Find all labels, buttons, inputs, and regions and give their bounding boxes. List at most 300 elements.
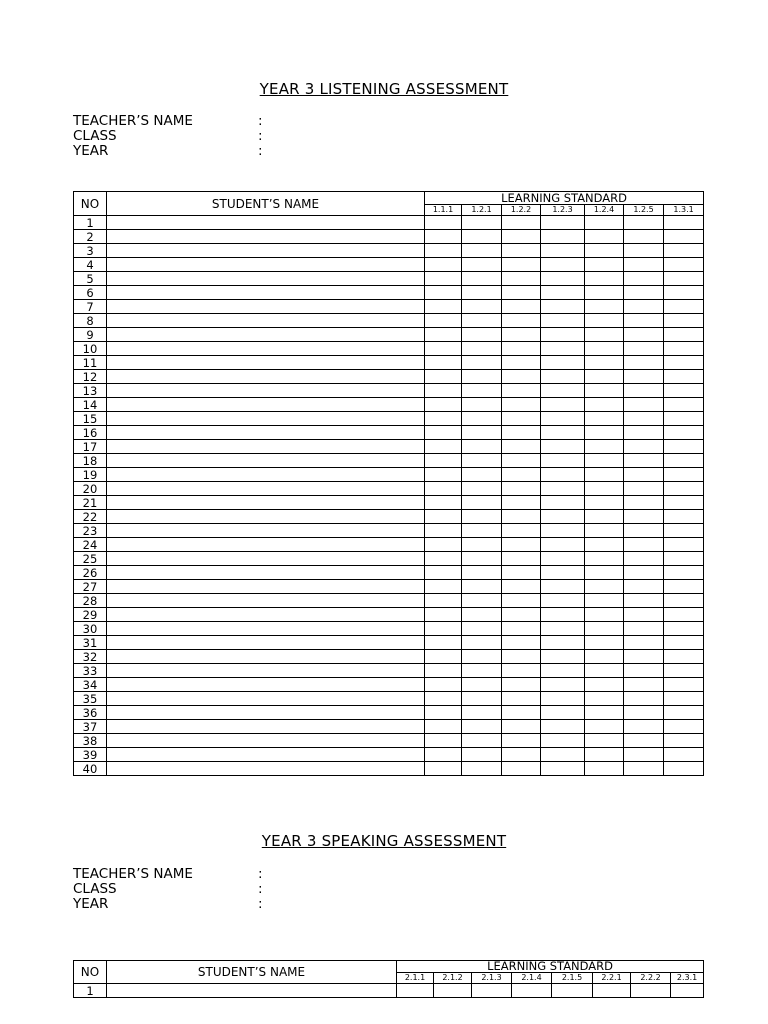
standard-mark-cell[interactable] <box>624 636 664 650</box>
standard-mark-cell[interactable] <box>624 664 664 678</box>
standard-mark-cell[interactable] <box>462 496 502 510</box>
standard-mark-cell[interactable] <box>541 482 585 496</box>
student-name-cell[interactable] <box>107 328 425 342</box>
standard-mark-cell[interactable] <box>624 538 664 552</box>
standard-mark-cell[interactable] <box>624 524 664 538</box>
standard-mark-cell[interactable] <box>502 412 541 426</box>
standard-mark-cell[interactable] <box>462 706 502 720</box>
standard-mark-cell[interactable] <box>462 510 502 524</box>
standard-mark-cell[interactable] <box>502 440 541 454</box>
standard-mark-cell[interactable] <box>425 300 462 314</box>
student-name-cell[interactable] <box>107 678 425 692</box>
standard-mark-cell[interactable] <box>541 692 585 706</box>
standard-mark-cell[interactable] <box>462 384 502 398</box>
standard-mark-cell[interactable] <box>624 580 664 594</box>
standard-mark-cell[interactable] <box>664 384 704 398</box>
standard-mark-cell[interactable] <box>541 272 585 286</box>
standard-mark-cell[interactable] <box>541 356 585 370</box>
standard-mark-cell[interactable] <box>664 426 704 440</box>
standard-mark-cell[interactable] <box>624 384 664 398</box>
student-name-cell[interactable] <box>107 482 425 496</box>
standard-mark-cell[interactable] <box>502 482 541 496</box>
standard-mark-cell[interactable] <box>624 482 664 496</box>
standard-mark-cell[interactable] <box>585 398 624 412</box>
student-name-cell[interactable] <box>107 258 425 272</box>
standard-mark-cell[interactable] <box>585 678 624 692</box>
standard-mark-cell[interactable] <box>624 566 664 580</box>
standard-mark-cell[interactable] <box>664 580 704 594</box>
standard-mark-cell[interactable] <box>585 692 624 706</box>
standard-mark-cell[interactable] <box>585 314 624 328</box>
standard-mark-cell[interactable] <box>502 258 541 272</box>
standard-mark-cell[interactable] <box>541 384 585 398</box>
standard-mark-cell[interactable] <box>541 454 585 468</box>
standard-mark-cell[interactable] <box>425 258 462 272</box>
standard-mark-cell[interactable] <box>502 398 541 412</box>
standard-mark-cell[interactable] <box>585 328 624 342</box>
standard-mark-cell[interactable] <box>585 594 624 608</box>
student-name-cell[interactable] <box>107 566 425 580</box>
standard-mark-cell[interactable] <box>502 286 541 300</box>
standard-mark-cell[interactable] <box>624 314 664 328</box>
standard-mark-cell[interactable] <box>425 538 462 552</box>
standard-mark-cell[interactable] <box>624 468 664 482</box>
standard-mark-cell[interactable] <box>425 636 462 650</box>
student-name-cell[interactable] <box>107 314 425 328</box>
standard-mark-cell[interactable] <box>624 426 664 440</box>
standard-mark-cell[interactable] <box>664 258 704 272</box>
student-name-cell[interactable] <box>107 384 425 398</box>
standard-mark-cell[interactable] <box>585 244 624 258</box>
standard-mark-cell[interactable] <box>425 734 462 748</box>
standard-mark-cell[interactable] <box>425 356 462 370</box>
standard-mark-cell[interactable] <box>462 342 502 356</box>
standard-mark-cell[interactable] <box>664 300 704 314</box>
standard-mark-cell[interactable] <box>664 748 704 762</box>
standard-mark-cell[interactable] <box>664 398 704 412</box>
standard-mark-cell[interactable] <box>425 482 462 496</box>
standard-mark-cell[interactable] <box>462 692 502 706</box>
standard-mark-cell[interactable] <box>462 636 502 650</box>
student-name-cell[interactable] <box>107 552 425 566</box>
standard-mark-cell[interactable] <box>502 300 541 314</box>
student-name-cell[interactable] <box>107 300 425 314</box>
standard-mark-cell[interactable] <box>664 538 704 552</box>
standard-mark-cell[interactable] <box>541 664 585 678</box>
standard-mark-cell[interactable] <box>664 440 704 454</box>
standard-mark-cell[interactable] <box>502 216 541 230</box>
standard-mark-cell[interactable] <box>585 440 624 454</box>
standard-mark-cell[interactable] <box>624 440 664 454</box>
standard-mark-cell[interactable] <box>502 384 541 398</box>
standard-mark-cell[interactable] <box>585 216 624 230</box>
standard-mark-cell[interactable] <box>541 286 585 300</box>
standard-mark-cell[interactable] <box>624 650 664 664</box>
student-name-cell[interactable] <box>107 496 425 510</box>
standard-mark-cell[interactable] <box>541 300 585 314</box>
student-name-cell[interactable] <box>107 622 425 636</box>
student-name-cell[interactable] <box>107 748 425 762</box>
standard-mark-cell[interactable] <box>502 370 541 384</box>
standard-mark-cell[interactable] <box>462 328 502 342</box>
standard-mark-cell[interactable] <box>624 342 664 356</box>
standard-mark-cell[interactable] <box>585 258 624 272</box>
standard-mark-cell[interactable] <box>502 580 541 594</box>
standard-mark-cell[interactable] <box>541 244 585 258</box>
standard-mark-cell[interactable] <box>425 342 462 356</box>
student-name-cell[interactable] <box>107 216 425 230</box>
standard-mark-cell[interactable] <box>664 594 704 608</box>
standard-mark-cell[interactable] <box>671 984 704 998</box>
standard-mark-cell[interactable] <box>541 426 585 440</box>
standard-mark-cell[interactable] <box>425 426 462 440</box>
standard-mark-cell[interactable] <box>502 650 541 664</box>
standard-mark-cell[interactable] <box>541 342 585 356</box>
standard-mark-cell[interactable] <box>502 622 541 636</box>
standard-mark-cell[interactable] <box>462 678 502 692</box>
standard-mark-cell[interactable] <box>585 608 624 622</box>
standard-mark-cell[interactable] <box>664 622 704 636</box>
standard-mark-cell[interactable] <box>585 468 624 482</box>
student-name-cell[interactable] <box>107 608 425 622</box>
standard-mark-cell[interactable] <box>624 734 664 748</box>
student-name-cell[interactable] <box>107 762 425 776</box>
standard-mark-cell[interactable] <box>462 454 502 468</box>
standard-mark-cell[interactable] <box>664 566 704 580</box>
standard-mark-cell[interactable] <box>502 496 541 510</box>
standard-mark-cell[interactable] <box>462 286 502 300</box>
standard-mark-cell[interactable] <box>585 496 624 510</box>
standard-mark-cell[interactable] <box>585 482 624 496</box>
standard-mark-cell[interactable] <box>541 650 585 664</box>
standard-mark-cell[interactable] <box>664 650 704 664</box>
standard-mark-cell[interactable] <box>585 286 624 300</box>
standard-mark-cell[interactable] <box>512 984 552 998</box>
standard-mark-cell[interactable] <box>624 356 664 370</box>
student-name-cell[interactable] <box>107 370 425 384</box>
standard-mark-cell[interactable] <box>664 524 704 538</box>
standard-mark-cell[interactable] <box>664 496 704 510</box>
standard-mark-cell[interactable] <box>585 300 624 314</box>
standard-mark-cell[interactable] <box>541 258 585 272</box>
student-name-cell[interactable] <box>107 342 425 356</box>
standard-mark-cell[interactable] <box>585 356 624 370</box>
standard-mark-cell[interactable] <box>585 650 624 664</box>
student-name-cell[interactable] <box>107 538 425 552</box>
standard-mark-cell[interactable] <box>425 748 462 762</box>
standard-mark-cell[interactable] <box>585 622 624 636</box>
standard-mark-cell[interactable] <box>502 538 541 552</box>
standard-mark-cell[interactable] <box>462 272 502 286</box>
standard-mark-cell[interactable] <box>502 314 541 328</box>
standard-mark-cell[interactable] <box>425 328 462 342</box>
student-name-cell[interactable] <box>107 230 425 244</box>
student-name-cell[interactable] <box>107 272 425 286</box>
student-name-cell[interactable] <box>107 720 425 734</box>
standard-mark-cell[interactable] <box>462 580 502 594</box>
standard-mark-cell[interactable] <box>462 594 502 608</box>
standard-mark-cell[interactable] <box>664 762 704 776</box>
standard-mark-cell[interactable] <box>541 762 585 776</box>
standard-mark-cell[interactable] <box>624 370 664 384</box>
standard-mark-cell[interactable] <box>462 230 502 244</box>
standard-mark-cell[interactable] <box>425 720 462 734</box>
standard-mark-cell[interactable] <box>502 594 541 608</box>
standard-mark-cell[interactable] <box>541 566 585 580</box>
standard-mark-cell[interactable] <box>502 342 541 356</box>
standard-mark-cell[interactable] <box>425 608 462 622</box>
standard-mark-cell[interactable] <box>593 984 631 998</box>
standard-mark-cell[interactable] <box>462 650 502 664</box>
standard-mark-cell[interactable] <box>624 398 664 412</box>
standard-mark-cell[interactable] <box>462 216 502 230</box>
standard-mark-cell[interactable] <box>664 370 704 384</box>
standard-mark-cell[interactable] <box>502 636 541 650</box>
standard-mark-cell[interactable] <box>585 230 624 244</box>
standard-mark-cell[interactable] <box>585 454 624 468</box>
standard-mark-cell[interactable] <box>664 342 704 356</box>
standard-mark-cell[interactable] <box>664 692 704 706</box>
standard-mark-cell[interactable] <box>462 552 502 566</box>
standard-mark-cell[interactable] <box>624 244 664 258</box>
standard-mark-cell[interactable] <box>541 608 585 622</box>
standard-mark-cell[interactable] <box>425 594 462 608</box>
standard-mark-cell[interactable] <box>462 356 502 370</box>
student-name-cell[interactable] <box>107 468 425 482</box>
standard-mark-cell[interactable] <box>624 678 664 692</box>
standard-mark-cell[interactable] <box>502 328 541 342</box>
standard-mark-cell[interactable] <box>425 370 462 384</box>
standard-mark-cell[interactable] <box>502 426 541 440</box>
standard-mark-cell[interactable] <box>664 328 704 342</box>
standard-mark-cell[interactable] <box>462 734 502 748</box>
student-name-cell[interactable] <box>107 692 425 706</box>
standard-mark-cell[interactable] <box>541 720 585 734</box>
standard-mark-cell[interactable] <box>462 244 502 258</box>
standard-mark-cell[interactable] <box>624 510 664 524</box>
student-name-cell[interactable] <box>107 286 425 300</box>
standard-mark-cell[interactable] <box>624 454 664 468</box>
student-name-cell[interactable] <box>107 706 425 720</box>
standard-mark-cell[interactable] <box>541 734 585 748</box>
student-name-cell[interactable] <box>107 734 425 748</box>
standard-mark-cell[interactable] <box>664 720 704 734</box>
standard-mark-cell[interactable] <box>664 412 704 426</box>
standard-mark-cell[interactable] <box>664 468 704 482</box>
student-name-cell[interactable] <box>107 664 425 678</box>
standard-mark-cell[interactable] <box>585 664 624 678</box>
standard-mark-cell[interactable] <box>664 454 704 468</box>
standard-mark-cell[interactable] <box>462 370 502 384</box>
standard-mark-cell[interactable] <box>664 664 704 678</box>
standard-mark-cell[interactable] <box>425 510 462 524</box>
standard-mark-cell[interactable] <box>541 622 585 636</box>
standard-mark-cell[interactable] <box>425 678 462 692</box>
standard-mark-cell[interactable] <box>425 706 462 720</box>
standard-mark-cell[interactable] <box>624 216 664 230</box>
student-name-cell[interactable] <box>107 440 425 454</box>
standard-mark-cell[interactable] <box>624 762 664 776</box>
standard-mark-cell[interactable] <box>462 314 502 328</box>
standard-mark-cell[interactable] <box>425 230 462 244</box>
standard-mark-cell[interactable] <box>425 566 462 580</box>
standard-mark-cell[interactable] <box>541 496 585 510</box>
standard-mark-cell[interactable] <box>462 720 502 734</box>
standard-mark-cell[interactable] <box>585 342 624 356</box>
standard-mark-cell[interactable] <box>462 748 502 762</box>
standard-mark-cell[interactable] <box>624 594 664 608</box>
standard-mark-cell[interactable] <box>585 734 624 748</box>
standard-mark-cell[interactable] <box>472 984 512 998</box>
standard-mark-cell[interactable] <box>502 678 541 692</box>
standard-mark-cell[interactable] <box>502 244 541 258</box>
student-name-cell[interactable] <box>107 356 425 370</box>
standard-mark-cell[interactable] <box>541 440 585 454</box>
standard-mark-cell[interactable] <box>585 566 624 580</box>
standard-mark-cell[interactable] <box>502 720 541 734</box>
standard-mark-cell[interactable] <box>502 510 541 524</box>
standard-mark-cell[interactable] <box>664 314 704 328</box>
standard-mark-cell[interactable] <box>541 594 585 608</box>
standard-mark-cell[interactable] <box>664 734 704 748</box>
standard-mark-cell[interactable] <box>585 426 624 440</box>
standard-mark-cell[interactable] <box>624 552 664 566</box>
standard-mark-cell[interactable] <box>624 230 664 244</box>
standard-mark-cell[interactable] <box>425 580 462 594</box>
standard-mark-cell[interactable] <box>425 314 462 328</box>
student-name-cell[interactable] <box>107 580 425 594</box>
student-name-cell[interactable] <box>107 426 425 440</box>
standard-mark-cell[interactable] <box>462 426 502 440</box>
student-name-cell[interactable] <box>107 454 425 468</box>
standard-mark-cell[interactable] <box>585 510 624 524</box>
standard-mark-cell[interactable] <box>541 748 585 762</box>
standard-mark-cell[interactable] <box>664 244 704 258</box>
standard-mark-cell[interactable] <box>552 984 593 998</box>
standard-mark-cell[interactable] <box>585 384 624 398</box>
standard-mark-cell[interactable] <box>502 734 541 748</box>
standard-mark-cell[interactable] <box>425 216 462 230</box>
standard-mark-cell[interactable] <box>425 552 462 566</box>
standard-mark-cell[interactable] <box>664 706 704 720</box>
student-name-cell[interactable] <box>107 594 425 608</box>
standard-mark-cell[interactable] <box>425 398 462 412</box>
standard-mark-cell[interactable] <box>425 384 462 398</box>
standard-mark-cell[interactable] <box>664 216 704 230</box>
standard-mark-cell[interactable] <box>502 706 541 720</box>
standard-mark-cell[interactable] <box>502 524 541 538</box>
standard-mark-cell[interactable] <box>664 356 704 370</box>
standard-mark-cell[interactable] <box>585 272 624 286</box>
standard-mark-cell[interactable] <box>541 230 585 244</box>
standard-mark-cell[interactable] <box>462 258 502 272</box>
standard-mark-cell[interactable] <box>502 664 541 678</box>
standard-mark-cell[interactable] <box>425 244 462 258</box>
standard-mark-cell[interactable] <box>425 692 462 706</box>
standard-mark-cell[interactable] <box>541 370 585 384</box>
standard-mark-cell[interactable] <box>624 286 664 300</box>
standard-mark-cell[interactable] <box>541 314 585 328</box>
standard-mark-cell[interactable] <box>462 440 502 454</box>
standard-mark-cell[interactable] <box>664 286 704 300</box>
standard-mark-cell[interactable] <box>624 622 664 636</box>
standard-mark-cell[interactable] <box>462 762 502 776</box>
standard-mark-cell[interactable] <box>541 538 585 552</box>
standard-mark-cell[interactable] <box>664 510 704 524</box>
standard-mark-cell[interactable] <box>502 454 541 468</box>
standard-mark-cell[interactable] <box>624 328 664 342</box>
student-name-cell[interactable] <box>107 412 425 426</box>
standard-mark-cell[interactable] <box>425 664 462 678</box>
standard-mark-cell[interactable] <box>624 748 664 762</box>
standard-mark-cell[interactable] <box>664 636 704 650</box>
standard-mark-cell[interactable] <box>585 538 624 552</box>
standard-mark-cell[interactable] <box>462 664 502 678</box>
standard-mark-cell[interactable] <box>624 608 664 622</box>
standard-mark-cell[interactable] <box>664 230 704 244</box>
standard-mark-cell[interactable] <box>624 300 664 314</box>
student-name-cell[interactable] <box>107 244 425 258</box>
standard-mark-cell[interactable] <box>624 720 664 734</box>
standard-mark-cell[interactable] <box>502 608 541 622</box>
standard-mark-cell[interactable] <box>425 622 462 636</box>
standard-mark-cell[interactable] <box>425 650 462 664</box>
standard-mark-cell[interactable] <box>585 706 624 720</box>
standard-mark-cell[interactable] <box>585 524 624 538</box>
standard-mark-cell[interactable] <box>624 272 664 286</box>
student-name-cell[interactable] <box>107 510 425 524</box>
standard-mark-cell[interactable] <box>434 984 472 998</box>
standard-mark-cell[interactable] <box>502 566 541 580</box>
standard-mark-cell[interactable] <box>425 272 462 286</box>
standard-mark-cell[interactable] <box>425 496 462 510</box>
standard-mark-cell[interactable] <box>624 692 664 706</box>
standard-mark-cell[interactable] <box>624 496 664 510</box>
standard-mark-cell[interactable] <box>631 984 671 998</box>
standard-mark-cell[interactable] <box>462 608 502 622</box>
standard-mark-cell[interactable] <box>541 468 585 482</box>
student-name-cell[interactable] <box>107 398 425 412</box>
standard-mark-cell[interactable] <box>541 636 585 650</box>
standard-mark-cell[interactable] <box>462 524 502 538</box>
standard-mark-cell[interactable] <box>502 762 541 776</box>
standard-mark-cell[interactable] <box>664 482 704 496</box>
standard-mark-cell[interactable] <box>502 692 541 706</box>
standard-mark-cell[interactable] <box>541 706 585 720</box>
standard-mark-cell[interactable] <box>541 524 585 538</box>
student-name-cell[interactable] <box>107 984 397 998</box>
standard-mark-cell[interactable] <box>425 762 462 776</box>
standard-mark-cell[interactable] <box>425 440 462 454</box>
standard-mark-cell[interactable] <box>541 412 585 426</box>
standard-mark-cell[interactable] <box>585 580 624 594</box>
standard-mark-cell[interactable] <box>502 468 541 482</box>
standard-mark-cell[interactable] <box>502 552 541 566</box>
standard-mark-cell[interactable] <box>541 552 585 566</box>
standard-mark-cell[interactable] <box>585 370 624 384</box>
standard-mark-cell[interactable] <box>624 258 664 272</box>
standard-mark-cell[interactable] <box>425 468 462 482</box>
standard-mark-cell[interactable] <box>541 328 585 342</box>
standard-mark-cell[interactable] <box>462 482 502 496</box>
standard-mark-cell[interactable] <box>664 678 704 692</box>
standard-mark-cell[interactable] <box>585 552 624 566</box>
standard-mark-cell[interactable] <box>502 230 541 244</box>
student-name-cell[interactable] <box>107 524 425 538</box>
student-name-cell[interactable] <box>107 650 425 664</box>
student-name-cell[interactable] <box>107 636 425 650</box>
standard-mark-cell[interactable] <box>462 398 502 412</box>
